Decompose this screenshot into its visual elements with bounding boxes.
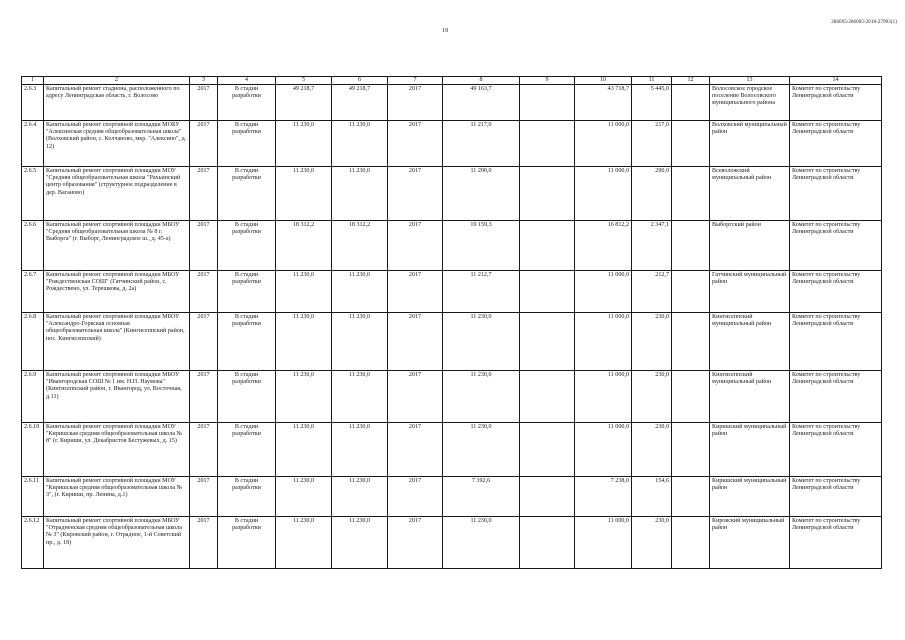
stage-cell: В стадии разработки [218,121,276,167]
value-cell: 230,0 [632,313,672,371]
document-id: 286695/286005-2018-27993(1) [831,20,897,25]
table-row [22,313,882,371]
municipality-cell: Всеволожский муниципальный район [710,167,790,221]
value-cell: 11 230,0 [332,121,388,167]
municipality-cell: Киришский муниципальный район [710,477,790,517]
row-number: 2.6.5 [22,167,44,221]
table-row [22,517,882,569]
object-name: Капитальный ремонт спортивной площадки МБОУ "Александро-Горкская основная общеобразовательная школа" (Кингисеппский район, пос. Кингисеппский) [44,313,190,371]
value-cell: 11 230,0 [443,423,520,477]
value-cell: 49 218,7 [276,85,332,121]
year-cell: 2017 [388,371,443,423]
value-cell: 230,0 [632,423,672,477]
row-number: 2.6.7 [22,271,44,313]
row-number: 2.6.4 [22,121,44,167]
value-cell: 11 000,0 [575,167,632,221]
value-cell [672,517,710,569]
value-cell [520,271,575,313]
value-cell: 11 230,0 [276,371,332,423]
municipality-cell: Киришский муниципальный район [710,423,790,477]
year-cell: 2017 [190,517,218,569]
year-cell: 2017 [388,221,443,271]
year-cell: 2017 [190,371,218,423]
year-cell: 2017 [388,477,443,517]
header-cell: 3 [190,77,218,85]
value-cell: 11 230,0 [276,313,332,371]
value-cell: 11 000,0 [575,271,632,313]
value-cell [672,271,710,313]
value-cell: 11 230,0 [332,271,388,313]
value-cell: 5 445,0 [632,85,672,121]
stage-cell: В стадии разработки [218,477,276,517]
municipality-cell: Волховский муниципальный район [710,121,790,167]
municipality-cell: Кингисеппский муниципальный район [710,313,790,371]
value-cell [520,517,575,569]
value-cell: 230,0 [632,371,672,423]
value-cell: 11 230,0 [332,423,388,477]
object-name: Капитальный ремонт спортивной площадки МОУ "Киришская средняя общеобразовательная школа № 3", (г. Кириши, пр. Ленина, д.1) [44,477,190,517]
value-cell [520,85,575,121]
value-cell: 11 000,0 [575,423,632,477]
value-cell: 11 000,0 [575,313,632,371]
header-cell: 10 [575,77,632,85]
value-cell: 11 230,0 [276,121,332,167]
program-table [21,76,882,569]
committee-cell: Комитет по строительству Ленинградской области [790,517,882,569]
value-cell: 16 812,2 [575,221,632,271]
committee-cell: Комитет по строительству Ленинградской области [790,85,882,121]
header-cell: 4 [218,77,276,85]
committee-cell: Комитет по строительству Ленинградской области [790,477,882,517]
year-cell: 2017 [190,167,218,221]
committee-cell: Комитет по строительству Ленинградской области [790,167,882,221]
stage-cell: В стадии разработки [218,85,276,121]
year-cell: 2017 [190,85,218,121]
value-cell: 43 718,7 [575,85,632,121]
year-cell: 2017 [190,477,218,517]
table-row [22,477,882,517]
value-cell: 2 347,1 [632,221,672,271]
table-row [22,371,882,423]
header-cell: 2 [44,77,190,85]
value-cell: 11 000,0 [575,517,632,569]
stage-cell: В стадии разработки [218,221,276,271]
value-cell: 11 230,0 [332,371,388,423]
value-cell: 11 230,0 [332,517,388,569]
value-cell: 7 392,6 [443,477,520,517]
municipality-cell: Выборгский район [710,221,790,271]
year-cell: 2017 [388,423,443,477]
value-cell: 11 230,0 [276,477,332,517]
table-body [22,85,882,569]
value-cell [520,423,575,477]
value-cell: 11 230,0 [332,477,388,517]
stage-cell: В стадии разработки [218,271,276,313]
committee-cell: Комитет по строительству Ленинградской области [790,121,882,167]
value-cell [672,313,710,371]
value-cell [520,167,575,221]
value-cell [520,121,575,167]
value-cell: 49 163,7 [443,85,520,121]
value-cell: 11 230,0 [332,167,388,221]
value-cell: 11 230,0 [276,271,332,313]
object-name: Капитальный ремонт спортивной площадки МБОУ "Отрадненская средняя общеобразовательная школа № 3" (Кировский район, г. Отрадное, 1-й Советский пр., д. 18) [44,517,190,569]
value-cell: 49 218,7 [332,85,388,121]
header-cell: 13 [710,77,790,85]
row-number: 2.6.8 [22,313,44,371]
value-cell: 290,0 [632,167,672,221]
value-cell [672,121,710,167]
value-cell [520,371,575,423]
value-cell: 11 217,0 [443,121,520,167]
committee-cell: Комитет по строительству Ленинградской области [790,313,882,371]
table-row [22,167,882,221]
stage-cell: В стадии разработки [218,517,276,569]
committee-cell: Комитет по строительству Ленинградской области [790,271,882,313]
object-name: Капитальный ремонт спортивной площадки МБОУ "Средняя общеобразовательная школа № 8 г. Выборга" (г. Выборг, Ленинградское ш., д. 45-а) [44,221,190,271]
value-cell: 11 230,0 [276,423,332,477]
year-cell: 2017 [388,271,443,313]
row-number: 2.6.12 [22,517,44,569]
year-cell: 2017 [388,85,443,121]
row-number: 2.6.9 [22,371,44,423]
value-cell: 217,0 [632,121,672,167]
value-cell [672,477,710,517]
value-cell: 11 290,0 [443,167,520,221]
value-cell: 11 230,0 [332,313,388,371]
value-cell: 11 230,0 [276,517,332,569]
header-cell: 1 [22,77,44,85]
value-cell [672,85,710,121]
value-cell: 18 312,2 [276,221,332,271]
value-cell: 18 312,2 [332,221,388,271]
value-cell: 7 238,0 [575,477,632,517]
year-cell: 2017 [388,121,443,167]
municipality-cell: Кингисеппский муниципальный район [710,371,790,423]
stage-cell: В стадии разработки [218,423,276,477]
municipality-cell: Волосовское городское поселение Волосовского муниципального района [710,85,790,121]
value-cell [520,477,575,517]
value-cell [672,423,710,477]
value-cell: 11 230,0 [276,167,332,221]
year-cell: 2017 [388,167,443,221]
year-cell: 2017 [190,221,218,271]
object-name: Капитальный ремонт спортивной площадки МОУ "Средняя общеобразовательная школа "Рахьинский центр образования" (структурное подразделение в дер. Ваганово) [44,167,190,221]
table-row [22,271,882,313]
year-cell: 2017 [190,271,218,313]
object-name: Капитальный ремонт стадиона, расположенного по адресу Ленинградская область, г. Волосово [44,85,190,121]
header-cell: 9 [520,77,575,85]
header-cell: 6 [332,77,388,85]
value-cell [520,313,575,371]
value-cell: 11 230,0 [443,371,520,423]
year-cell: 2017 [388,313,443,371]
row-number: 2.6.11 [22,477,44,517]
header-cell: 5 [276,77,332,85]
header-cell: 14 [790,77,882,85]
committee-cell: Комитет по строительству Ленинградской области [790,423,882,477]
value-cell [672,221,710,271]
year-cell: 2017 [388,517,443,569]
row-number: 2.6.10 [22,423,44,477]
table-row [22,121,882,167]
value-cell: 11 000,0 [575,121,632,167]
object-name: Капитальный ремонт спортивной площадки МОБУ "Алексинская средняя общеобразовательная школа" (Волховский район, с. Колчаново, мкр. "Алексино", д. 12) [44,121,190,167]
municipality-cell: Кировский муниципальный район [710,517,790,569]
value-cell: 11 230,0 [443,517,520,569]
year-cell: 2017 [190,423,218,477]
value-cell: 11 230,0 [443,313,520,371]
year-cell: 2017 [190,121,218,167]
value-cell: 212,7 [632,271,672,313]
value-cell: 19 159,3 [443,221,520,271]
row-number: 2.6.3 [22,85,44,121]
header-cell: 8 [443,77,520,85]
stage-cell: В стадии разработки [218,167,276,221]
value-cell [520,221,575,271]
municipality-cell: Гатчинский муниципальный район [710,271,790,313]
object-name: Капитальный ремонт спортивной площадки МОУ "Киришская средняя общеобразовательная школа № 8" (г. Кириши, ул. Декабристов Бестужевых, д. 15) [44,423,190,477]
stage-cell: В стадии разработки [218,371,276,423]
page-number: 10 [442,28,449,34]
value-cell: 154,6 [632,477,672,517]
table-row [22,423,882,477]
header-cell: 12 [672,77,710,85]
value-cell [672,371,710,423]
year-cell: 2017 [190,313,218,371]
table-row [22,221,882,271]
object-name: Капитальный ремонт спортивной площадки МБОУ "Ивангородская СОШ № 1 им. Н.П. Наумова" (Кингисеппский район, г. Ивангород, ул. Восточная, д.11) [44,371,190,423]
committee-cell: Комитет по строительству Ленинградской области [790,371,882,423]
table-row [22,85,882,121]
value-cell: 230,0 [632,517,672,569]
value-cell: 11 000,0 [575,371,632,423]
header-cell: 7 [388,77,443,85]
value-cell [672,167,710,221]
object-name: Капитальный ремонт спортивной площадки МБОУ "Рождественская СОШ" (Гатчинский район, с. Рождествено, ул. Терешкова, д. 2а) [44,271,190,313]
row-number: 2.6.6 [22,221,44,271]
header-cell: 11 [632,77,672,85]
committee-cell: Комитет по строительству Ленинградской области [790,221,882,271]
stage-cell: В стадии разработки [218,313,276,371]
value-cell: 11 212,7 [443,271,520,313]
header-row [22,77,882,85]
